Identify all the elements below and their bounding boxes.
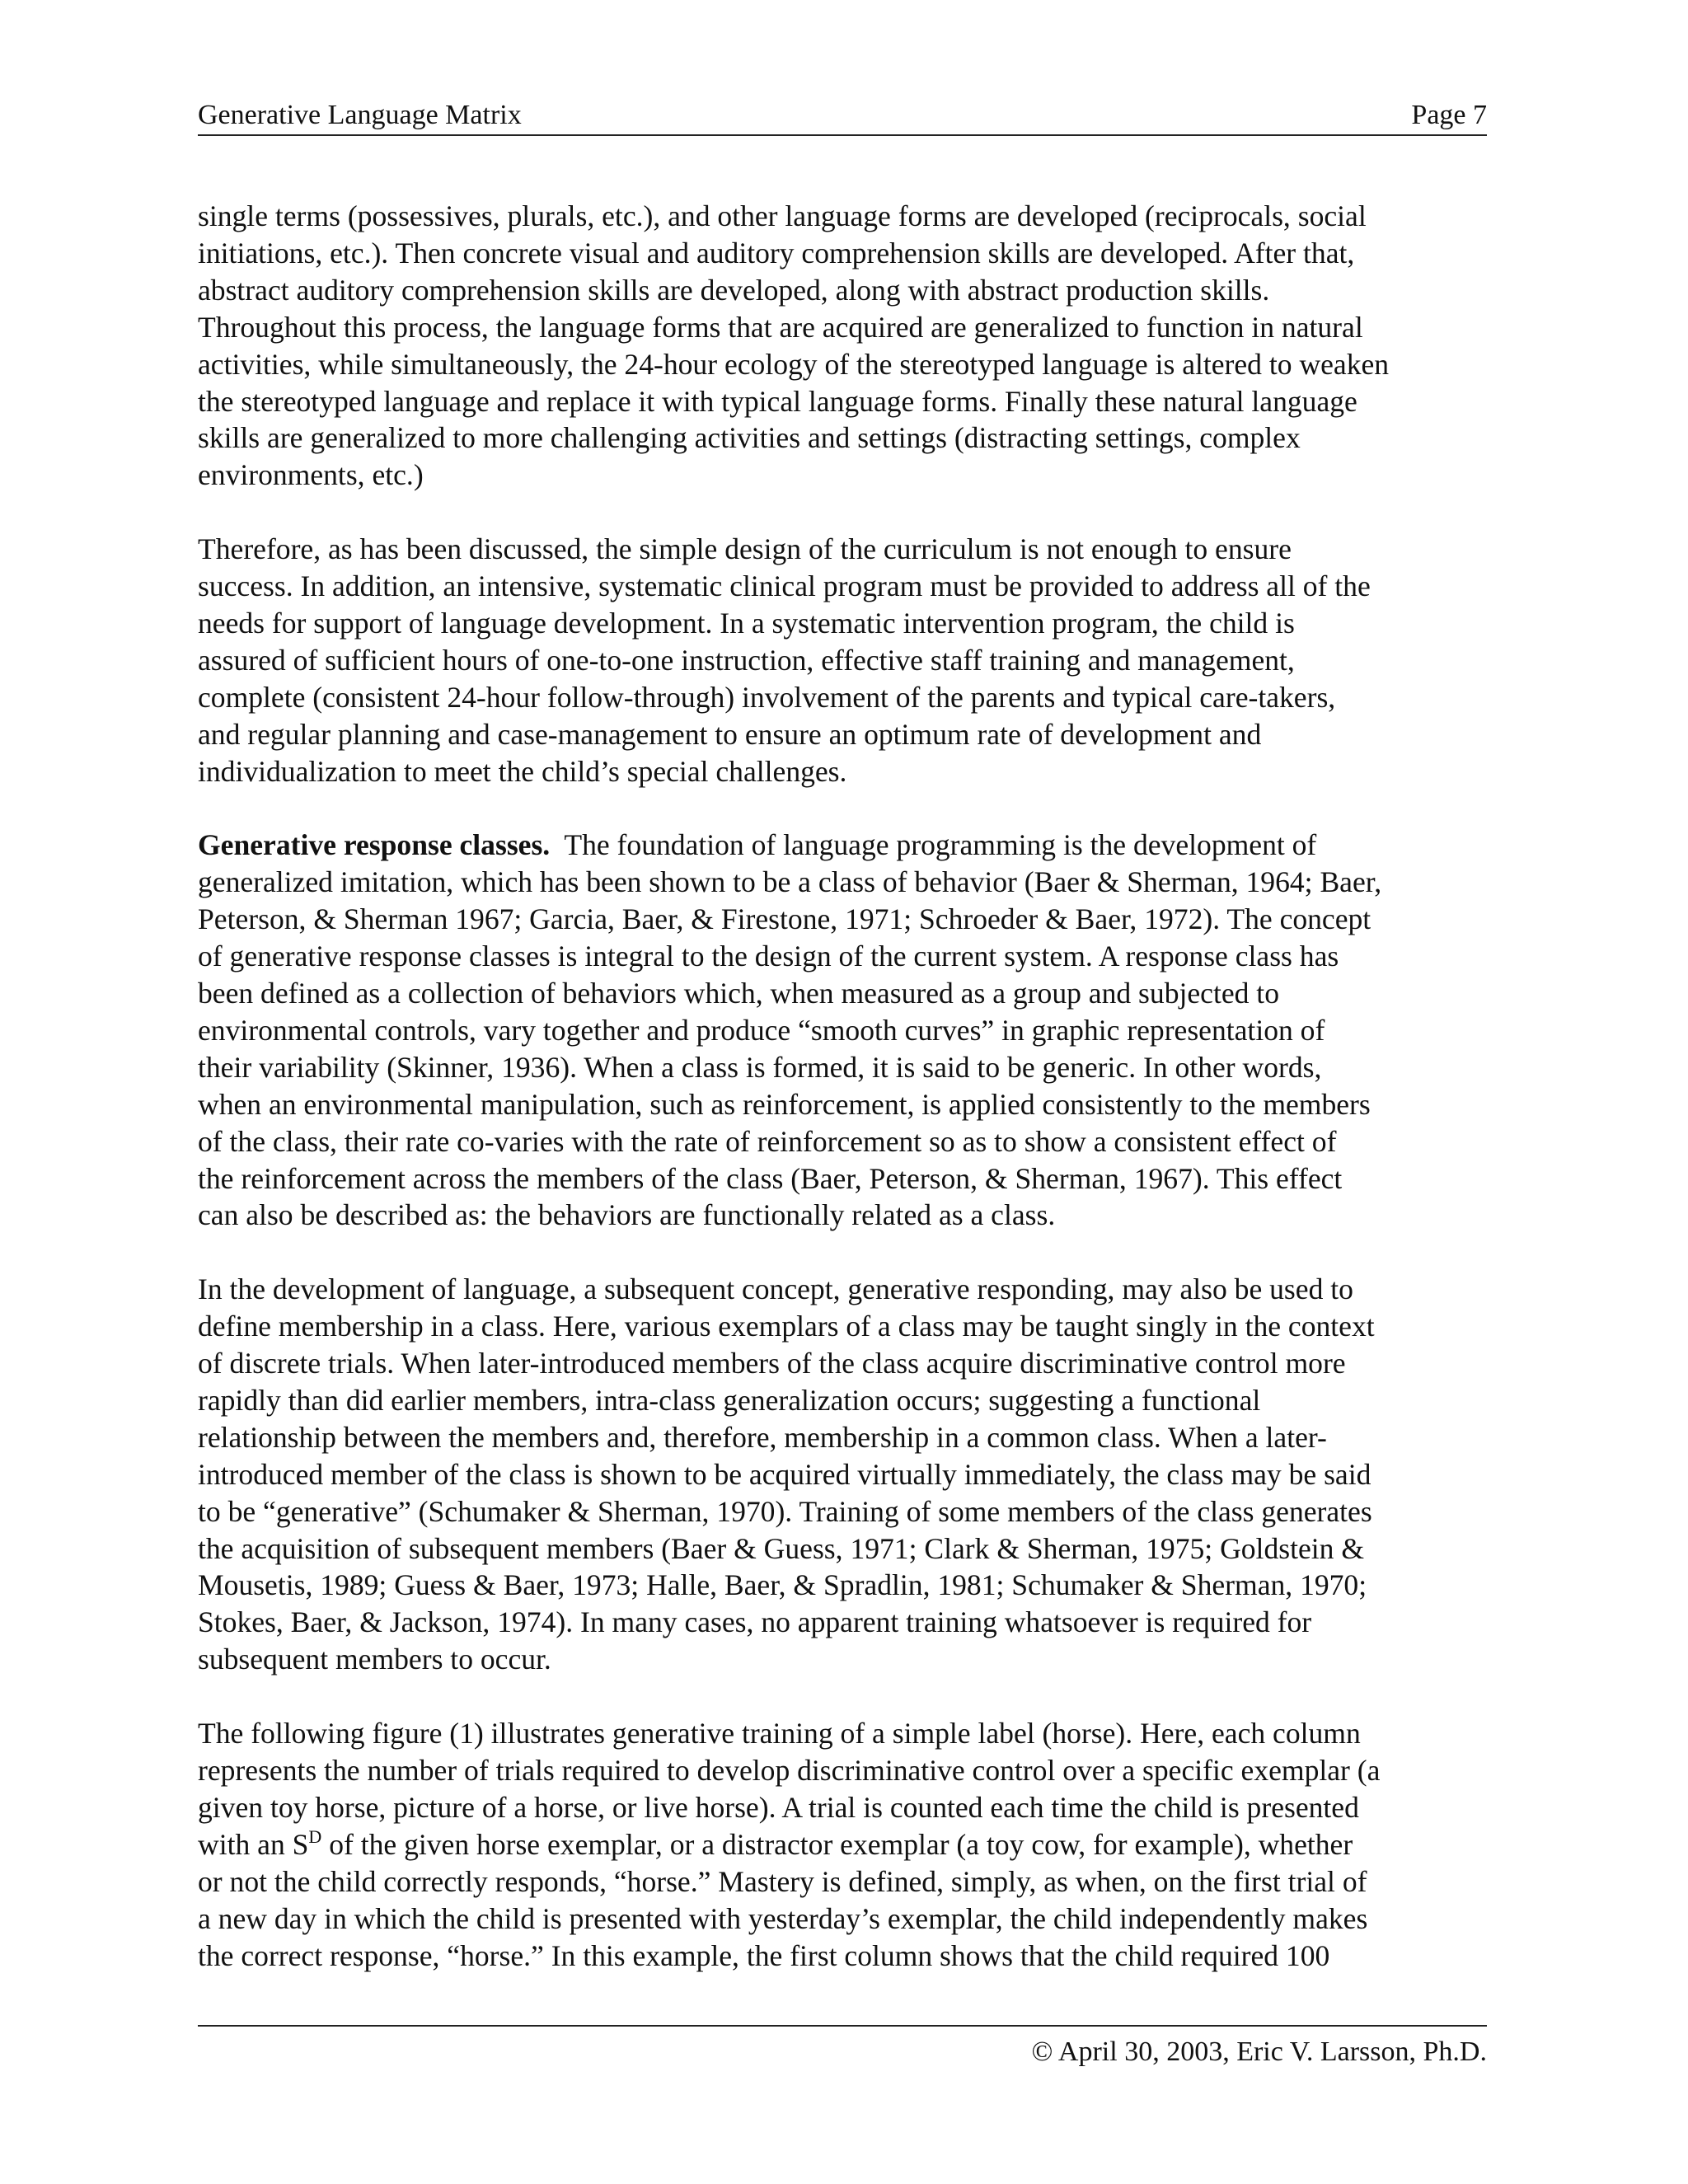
text-line: relationship between the members and, therefore, membership in a common class. When a later- bbox=[198, 1420, 1327, 1454]
paragraph-3 bbox=[198, 827, 1492, 1234]
text-line bbox=[198, 1826, 1492, 1863]
text-line: and regular planning and case-management to ensure an optimum rate of development and bbox=[198, 717, 1262, 751]
text-line: environmental controls, vary together and produce “smooth curves” in graphic representation of bbox=[198, 1013, 1325, 1047]
text-line: Therefore, as has been discussed, the simple design of the curriculum is not enough to ensure bbox=[198, 532, 1292, 566]
text-line: environments, etc.) bbox=[198, 458, 424, 492]
text-line: can also be described as: the behaviors are functionally related as a class. bbox=[198, 1198, 1056, 1232]
text-line: the reinforcement across the members of the class (Baer, Peterson, & Sherman, 1967). This effect bbox=[198, 1161, 1343, 1195]
page-header bbox=[198, 96, 1487, 135]
text-line: their variability (Skinner, 1936). When a class is formed, it is said to be generic. In other words, bbox=[198, 1050, 1322, 1084]
footer-rule bbox=[198, 2025, 1487, 2027]
text-line: been defined as a collection of behaviors which, when measured as a group and subjected to bbox=[198, 977, 1279, 1010]
text-line bbox=[198, 827, 1492, 864]
text-line: represents the number of trials required to develop discriminative control over a specific exemplar (a bbox=[198, 1754, 1381, 1787]
text-run: with an S bbox=[198, 1827, 309, 1861]
text-run: The foundation of language programming is the development of bbox=[550, 828, 1317, 862]
text-line: In the development of language, a subsequent concept, generative responding, may also be used to bbox=[198, 1272, 1353, 1306]
header-rule bbox=[198, 134, 1487, 136]
paragraph-2 bbox=[198, 531, 1492, 790]
document-title: Generative Language Matrix bbox=[198, 100, 522, 130]
text-line: define membership in a class. Here, various exemplars of a class may be taught singly in the context bbox=[198, 1310, 1375, 1343]
text-line: the acquisition of subsequent members (Baer & Guess, 1971; Clark & Sherman, 1975; Goldstein & bbox=[198, 1531, 1364, 1565]
page-number: Page 7 bbox=[1411, 100, 1487, 130]
text-line: assured of sufficient hours of one-to-one instruction, effective staff training and management, bbox=[198, 643, 1295, 677]
text-line: The following figure (1) illustrates generative training of a simple label (horse). Here, each column bbox=[198, 1717, 1361, 1750]
text-line: given toy horse, picture of a horse, or live horse). A trial is counted each time the child is presented bbox=[198, 1790, 1359, 1824]
text-line: single terms (possessives, plurals, etc.), and other language forms are developed (reciprocals, social bbox=[198, 199, 1367, 232]
text-line: to be “generative” (Schumaker & Sherman, 1970). Training of some members of the class generates bbox=[198, 1494, 1372, 1528]
text-line: of the class, their rate co-varies with the rate of reinforcement so as to show a consistent effect of bbox=[198, 1124, 1337, 1158]
text-line: Throughout this process, the language forms that are acquired are generalized to function in natural bbox=[198, 310, 1363, 344]
text-line: generalized imitation, which has been shown to be a class of behavior (Baer & Sherman, 1964; Baer, bbox=[198, 865, 1382, 899]
page-footer bbox=[1031, 2032, 1487, 2072]
section-heading: Generative response classes. bbox=[198, 828, 551, 862]
text-line: individualization to meet the child’s special challenges. bbox=[198, 754, 847, 788]
text-line: Stokes, Baer, & Jackson, 1974). In many cases, no apparent training whatsoever is required for bbox=[198, 1605, 1312, 1639]
text-line: complete (consistent 24-hour follow-through) involvement of the parents and typical care-takers, bbox=[198, 680, 1336, 714]
text-line: a new day in which the child is presented with yesterday’s exemplar, the child independently makes bbox=[198, 1901, 1368, 1935]
text-line: of generative response classes is integral to the design of the current system. A response class has bbox=[198, 940, 1339, 973]
copyright-notice: © April 30, 2003, Eric V. Larsson, Ph.D. bbox=[1031, 2036, 1487, 2067]
text-line: activities, while simultaneously, the 24-hour ecology of the stereotyped language is altered to weaken bbox=[198, 347, 1390, 381]
text-line: the correct response, “horse.” In this example, the first column shows that the child required 100 bbox=[198, 1938, 1330, 1972]
text-line: subsequent members to occur. bbox=[198, 1643, 551, 1676]
text-line: of discrete trials. When later-introduced members of the class acquire discriminative control more bbox=[198, 1347, 1346, 1380]
text-line: rapidly than did earlier members, intra-class generalization occurs; suggesting a functional bbox=[198, 1383, 1261, 1417]
text-line: abstract auditory comprehension skills are developed, along with abstract production skills. bbox=[198, 273, 1270, 307]
paragraph-4 bbox=[198, 1271, 1492, 1678]
text-line: Peterson, & Sherman 1967; Garcia, Baer, & Firestone, 1971; Schroeder & Baer, 1972). The concept bbox=[198, 902, 1372, 936]
text-line: or not the child correctly responds, “horse.” Mastery is defined, simply, as when, on the first trial of bbox=[198, 1864, 1367, 1898]
paragraph-1 bbox=[198, 198, 1492, 494]
text-line: initiations, etc.). Then concrete visual and auditory comprehension skills are developed. After that, bbox=[198, 236, 1355, 269]
text-run: of the given horse exemplar, or a distractor exemplar (a toy cow, for example), whether bbox=[321, 1827, 1353, 1861]
superscript-d: D bbox=[308, 1825, 322, 1847]
text-line: the stereotyped language and replace it with typical language forms. Finally these natural language bbox=[198, 384, 1357, 418]
text-line: needs for support of language development. In a systematic intervention program, the child is bbox=[198, 606, 1295, 640]
body-text bbox=[198, 198, 1492, 2011]
text-line: Mousetis, 1989; Guess & Baer, 1973; Halle, Baer, & Spradlin, 1981; Schumaker & Sherman, 1970; bbox=[198, 1568, 1367, 1602]
text-line: when an environmental manipulation, such as reinforcement, is applied consistently to the members bbox=[198, 1087, 1371, 1121]
text-line: introduced member of the class is shown to be acquired virtually immediately, the class may be said bbox=[198, 1457, 1372, 1491]
paragraph-5 bbox=[198, 1715, 1492, 1974]
text-line: skills are generalized to more challenging activities and settings (distracting settings, complex bbox=[198, 421, 1301, 455]
text-line: success. In addition, an intensive, systematic clinical program must be provided to address all of the bbox=[198, 569, 1371, 603]
